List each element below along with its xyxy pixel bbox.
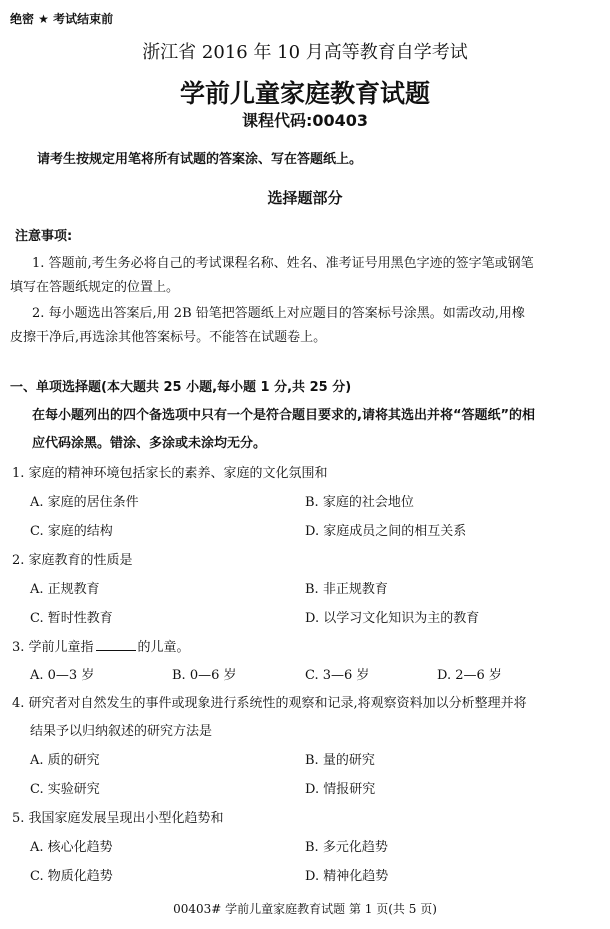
question-3-option-c: C. 3—6 岁 bbox=[305, 668, 370, 683]
instruction-text: 请考生按规定用笔将所有试题的答案涂、写在答题纸上。 bbox=[37, 152, 363, 167]
question-1-option-c: C. 家庭的结构 bbox=[30, 524, 113, 539]
note-1-line-2: 填写在答题纸规定的位置上。 bbox=[10, 280, 180, 295]
question-3-option-a: A. 0—3 岁 bbox=[30, 668, 95, 683]
question-4-option-a: A. 质的研究 bbox=[30, 753, 100, 768]
confidential-label: 绝密 ★ 考试结束前 bbox=[10, 12, 114, 26]
exam-name: 浙江省 2016 年 10 月高等教育自学考试 bbox=[142, 42, 468, 63]
question-5-option-d: D. 精神化趋势 bbox=[305, 869, 389, 884]
question-1-option-d: D. 家庭成员之间的相互关系 bbox=[305, 524, 467, 539]
part-1-heading: 一、单项选择题(本大题共 25 小题,每小题 1 分,共 25 分) bbox=[10, 380, 352, 395]
question-3-option-b: B. 0—6 岁 bbox=[172, 668, 237, 683]
question-2-option-a: A. 正规教育 bbox=[30, 582, 100, 597]
question-3-option-d: D. 2—6 岁 bbox=[437, 668, 502, 683]
page-footer: 00403# 学前儿童家庭教育试题 第 1 页(共 5 页) bbox=[173, 902, 437, 916]
note-2-line-2: 皮擦干净后,再选涂其他答案标号。不能答在试题卷上。 bbox=[10, 330, 327, 345]
question-5-stem: 5. 我国家庭发展呈现出小型化趋势和 bbox=[12, 811, 224, 826]
question-1-option-b: B. 家庭的社会地位 bbox=[305, 495, 414, 510]
question-5-option-a: A. 核心化趋势 bbox=[30, 840, 113, 855]
question-1-stem: 1. 家庭的精神环境包括家长的素养、家庭的文化氛围和 bbox=[12, 466, 328, 481]
question-5-option-c: C. 物质化趋势 bbox=[30, 869, 113, 884]
note-1-line-1: 1. 答题前,考生务必将自己的考试课程名称、姓名、准考证号用黑色字迹的签字笔或钢笔 bbox=[32, 256, 534, 271]
question-4-stem-line-2: 结果予以归纳叙述的研究方法是 bbox=[30, 724, 213, 739]
part-1-desc-line-1: 在每小题列出的四个备选项中只有一个是符合题目要求的,请将其选出并将“答题纸”的相 bbox=[32, 408, 536, 423]
question-2-option-c: C. 暂时性教育 bbox=[30, 611, 113, 626]
answer-blank bbox=[96, 638, 136, 651]
question-3-stem bbox=[12, 636, 190, 655]
paper-title: 学前儿童家庭教育试题 bbox=[179, 79, 430, 108]
course-code: 课程代码:00403 bbox=[241, 111, 369, 130]
question-3-stem-end: 的儿童。 bbox=[137, 640, 190, 655]
question-4-option-d: D. 情报研究 bbox=[305, 782, 376, 797]
question-4-stem-line-1: 4. 研究者对自然发生的事件或现象进行系统性的观察和记录,将观察资料加以分析整理并将 bbox=[12, 696, 527, 711]
question-4-option-c: C. 实验研究 bbox=[30, 782, 100, 797]
question-1-option-a: A. 家庭的居住条件 bbox=[30, 495, 139, 510]
section-title: 选择题部分 bbox=[267, 189, 343, 207]
question-5-option-b: B. 多元化趋势 bbox=[305, 840, 388, 855]
part-1-desc-line-2: 应代码涂黑。错涂、多涂或未涂均无分。 bbox=[32, 436, 267, 451]
question-4-option-b: B. 量的研究 bbox=[305, 753, 375, 768]
notes-title: 注意事项: bbox=[15, 229, 73, 244]
question-2-option-d: D. 以学习文化知识为主的教育 bbox=[305, 611, 480, 626]
question-2-stem: 2. 家庭教育的性质是 bbox=[12, 553, 133, 568]
question-2-option-b: B. 非正规教育 bbox=[305, 582, 388, 597]
question-3-stem-start: 3. 学前儿童指 bbox=[12, 640, 94, 655]
note-2-line-1: 2. 每小题选出答案后,用 2B 铅笔把答题纸上对应题目的答案标号涂黑。如需改动,用橡 bbox=[32, 306, 525, 321]
